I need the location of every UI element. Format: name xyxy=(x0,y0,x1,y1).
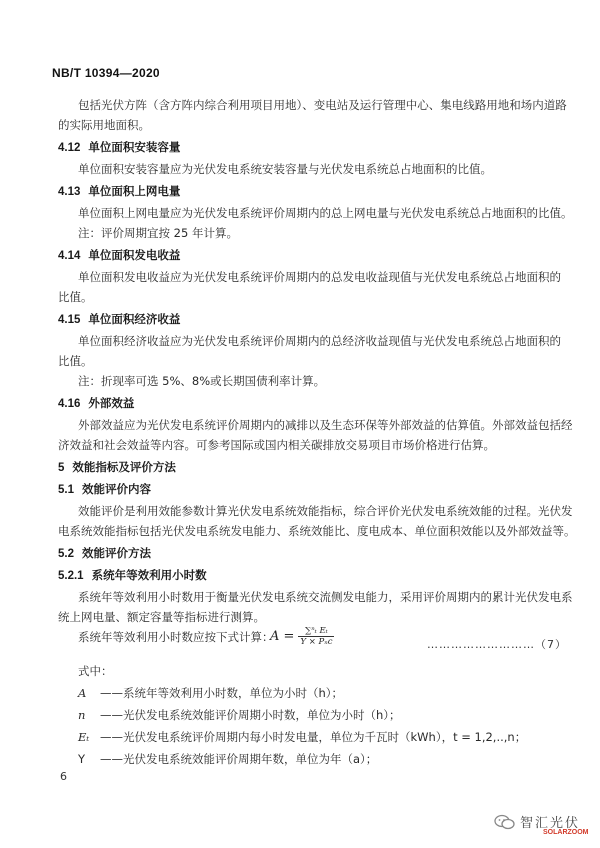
variable-symbol: A xyxy=(78,686,87,700)
paragraph-line: 效能评价是利用效能参数计算光伏发电系统效能指标，综合评价光伏发电系统效能的过程。光伏发 xyxy=(78,504,573,518)
paragraph-line: 系统年等效利用小时数应按下式计算： xyxy=(78,630,274,644)
variable-symbol: Y xyxy=(78,752,86,766)
paragraph-line: 统上网电量、额定容量等指标进行测算。 xyxy=(58,610,265,624)
section-number: 4.16 xyxy=(58,398,81,410)
formula-7 xyxy=(270,626,370,660)
section-heading-4-13 xyxy=(58,184,180,200)
section-heading-5-1 xyxy=(58,482,151,498)
where-label: 式中： xyxy=(78,664,113,678)
paragraph-line: 比值。 xyxy=(58,290,93,304)
paragraph-line: 单位面积安装容量应为光伏发电系统安装容量与光伏发电系统总占地面积的比值。 xyxy=(78,162,492,176)
section-number: 5 xyxy=(58,462,65,474)
section-title: 外部效益 xyxy=(88,396,135,410)
variable-definition xyxy=(78,686,343,701)
formula-lhs: A = xyxy=(270,629,295,644)
variable-symbol: n xyxy=(78,708,86,722)
section-heading-4-15 xyxy=(58,312,180,328)
section-heading-5-2-1 xyxy=(58,568,207,584)
section-title: 单位面积安装容量 xyxy=(88,140,181,154)
variable-description: ——系统年等效利用小时数，单位为小时（h）； xyxy=(100,686,344,700)
variable-description: ——光伏发电系统效能评价周期小时数，单位为小时（h）； xyxy=(100,708,401,722)
paragraph-line: 外部效益应为光伏发电系统评价周期内的减排以及生态环保等外部效益的估算值。外部效益包括经 xyxy=(78,418,573,432)
equation-number: ………………………（7） xyxy=(427,638,567,651)
section-number: 4.15 xyxy=(58,314,81,326)
section-title: 系统年等效利用小时数 xyxy=(91,568,207,582)
note: 注：折现率可选 5%、8%或长期国债利率计算。 xyxy=(78,374,326,388)
standard-number: NB/T 10394—2020 xyxy=(52,66,160,80)
section-title: 效能评价内容 xyxy=(82,482,152,496)
section-heading-5 xyxy=(58,460,176,476)
section-heading-5-2 xyxy=(58,546,151,562)
variable-definition xyxy=(78,708,401,723)
section-number: 4.13 xyxy=(58,186,81,198)
paragraph-line: 单位面积上网电量应为光伏发电系统评价周期内的总上网电量与光伏发电系统总占地面积的比值。 xyxy=(78,206,573,220)
watermark-site: SOLARZOOM xyxy=(543,829,589,836)
wechat-icon xyxy=(494,814,516,830)
formula-denominator: Y × Pₙc xyxy=(300,637,333,647)
section-heading-4-14 xyxy=(58,248,180,264)
note: 注：评价周期宜按 25 年计算。 xyxy=(78,226,238,240)
variable-description: ——光伏发电系统评价周期内每小时发电量，单位为千瓦时（kWh），t = 1,2,..,n； xyxy=(100,730,527,744)
section-number: 4.14 xyxy=(58,250,81,262)
section-title: 单位面积上网电量 xyxy=(88,184,181,198)
formula-numerator: ∑ⁿₜ Eₜ xyxy=(305,626,328,636)
variable-symbol: Eₜ xyxy=(78,730,90,744)
variable-definition xyxy=(78,730,526,745)
variable-definition xyxy=(78,752,377,767)
section-number: 4.12 xyxy=(58,142,81,154)
paragraph-line: 电系统效能指标包括光伏发电系统发电能力、系统效能比、度电成本、单位面积效能以及外部效益等。 xyxy=(58,524,576,538)
paragraph-line: 系统年等效利用小时数用于衡量光伏发电系统交流侧发电能力，采用评价周期内的累计光伏发电系 xyxy=(78,590,573,604)
paragraph-line: 单位面积发电收益应为光伏发电系统评价周期内的总发电收益现值与光伏发电系统总占地面积的 xyxy=(78,270,561,284)
section-number: 5.2.1 xyxy=(58,570,84,582)
variable-description: ——光伏发电系统效能评价周期年数，单位为年（a）； xyxy=(100,752,378,766)
section-number: 5.1 xyxy=(58,484,74,496)
formula-fraction xyxy=(298,626,334,647)
page-number: 6 xyxy=(60,770,67,783)
paragraph-line: 的实际用地面积。 xyxy=(58,118,150,132)
section-title: 效能评价方法 xyxy=(82,546,152,560)
section-heading-4-12 xyxy=(58,140,180,156)
paragraph-line: 包括光伏方阵（含方阵内综合利用项目用地）、变电站及运行管理中心、集电线路用地和场内道路 xyxy=(78,98,567,112)
section-title: 单位面积经济收益 xyxy=(88,312,181,326)
section-title: 效能指标及评价方法 xyxy=(72,460,176,474)
paragraph-line: 单位面积经济收益应为光伏发电系统评价周期内的总经济收益现值与光伏发电系统总占地面积的 xyxy=(78,334,561,348)
section-title: 单位面积发电收益 xyxy=(88,248,181,262)
section-number: 5.2 xyxy=(58,548,74,560)
paragraph-line: 济效益和社会效益等内容。可参考国际或国内相关碳排放交易项目市场价格进行估算。 xyxy=(58,438,495,452)
section-heading-4-16 xyxy=(58,396,134,412)
watermark-text: 智汇光伏 xyxy=(520,816,581,831)
paragraph-line: 比值。 xyxy=(58,354,93,368)
formula-expression xyxy=(270,626,334,647)
